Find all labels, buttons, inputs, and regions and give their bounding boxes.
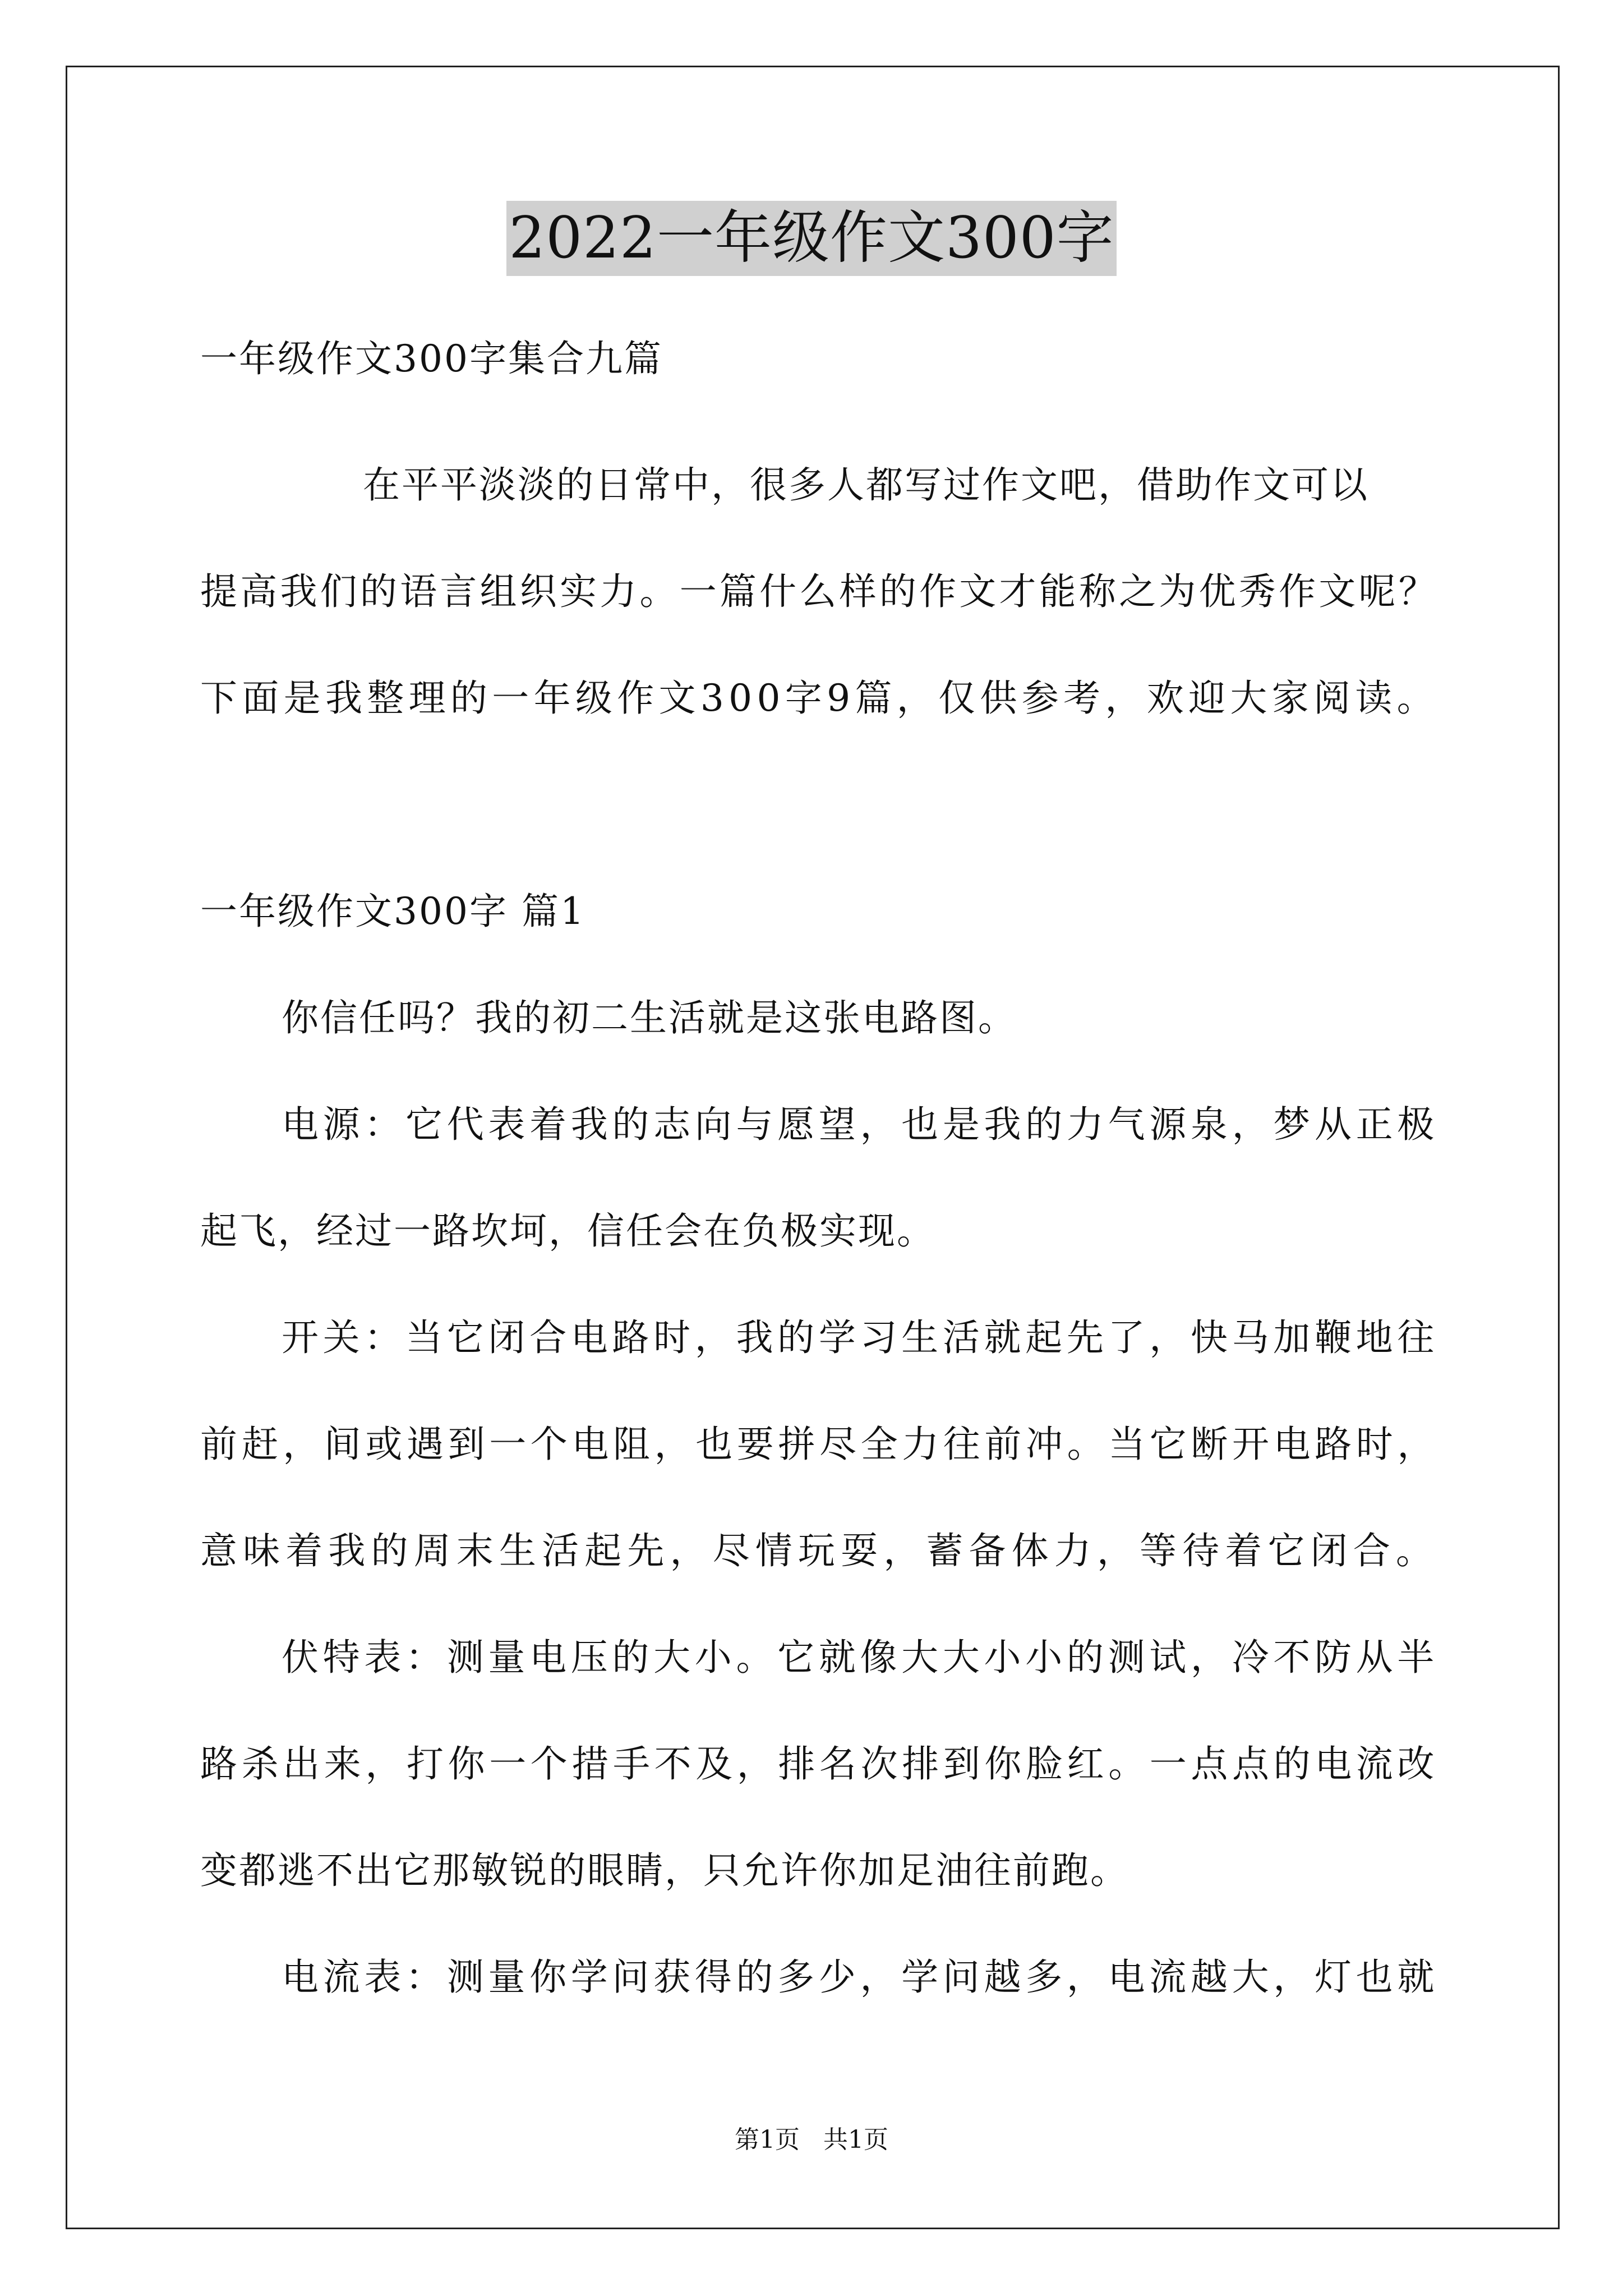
paragraph-line: 路杀出来，打你一个措手不及，排名次排到你脸红。一点点的电流改 [200,1742,1438,1786]
title-container [0,201,1623,276]
section-heading: 一年级作文300字 篇1 [200,890,585,933]
intro-line-3: 下面是我整理的一年级作文300字9篇，仅供参考，欢迎大家阅读。 [200,677,1438,720]
paragraph-line: 你信任吗？我的初二生活就是这张电路图。 [282,996,1017,1039]
intro-line-2: 提高我们的语言组织实力。一篇什么样的作文才能称之为优秀作文呢？ [200,570,1438,613]
page-footer: 第1页 共1页 [735,2125,888,2154]
document-subtitle: 一年级作文300字集合九篇 [200,337,663,380]
paragraph-line: 变都逃不出它那敏锐的眼睛，只允许你加足油往前跑。 [200,1849,1129,1892]
paragraph-line: 电源：它代表着我的志向与愿望，也是我的力气源泉，梦从正极 [282,1103,1438,1146]
paragraph-line: 前赶，间或遇到一个电阻，也要拼尽全力往前冲。当它断开电路时， [200,1423,1438,1466]
paragraph-line: 电流表：测量你学问获得的多少，学问越多，电流越大，灯也就 [282,1955,1438,1999]
page-border [66,66,1560,2229]
paragraph-line: 开关：当它闭合电路时，我的学习生活就起先了，快马加鞭地往 [282,1316,1438,1359]
paragraph-line: 意味着我的周末生活起先，尽情玩耍，蓄备体力，等待着它闭合。 [200,1529,1438,1572]
intro-line-1: 在平平淡淡的日常中，很多人都写过作文吧，借助作文可以 [363,463,1369,507]
paragraph-line: 伏特表：测量电压的大小。它就像大大小小的测试，冷不防从半 [282,1636,1438,1679]
document-title: 2022一年级作文300字 [506,201,1116,276]
paragraph-line: 起飞，经过一路坎坷，信任会在负极实现。 [200,1209,935,1253]
